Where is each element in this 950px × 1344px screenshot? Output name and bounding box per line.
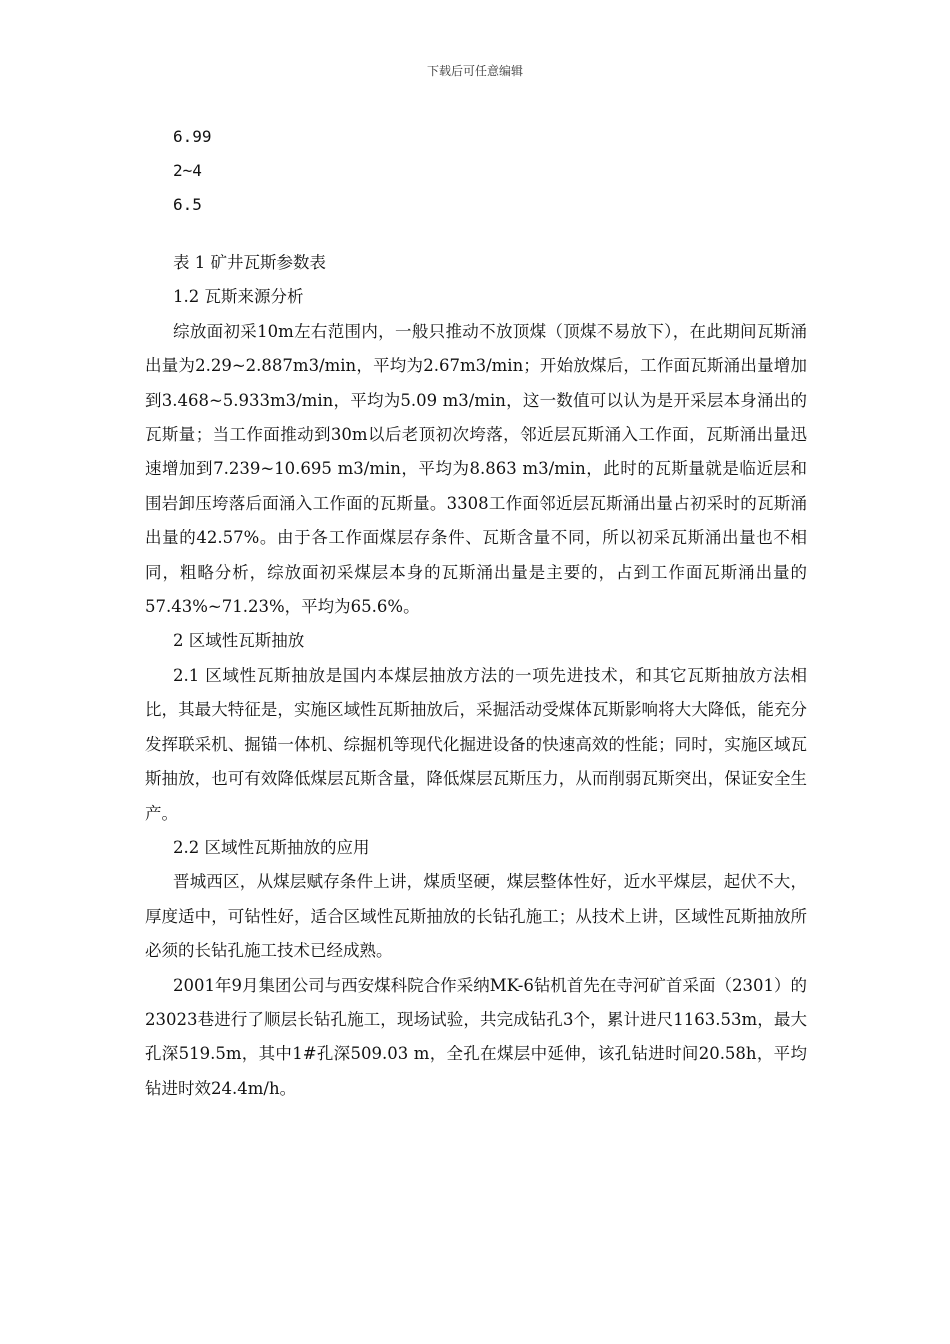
section-heading: 1.2 瓦斯来源分析 — [173, 287, 304, 307]
body-paragraph: 晋城西区，从煤层赋存条件上讲，煤质坚硬，煤层整体性好，近水平煤层，起伏不大，厚度适中，可钻性好，适合区域性瓦斯抽放的长钻孔施工；从技术上讲，区域性瓦斯抽放所必须的长钻孔施工技术已经成熟。 — [145, 872, 807, 961]
table-caption: 表 1 矿井瓦斯参数表 — [173, 253, 326, 272]
body-paragraph: 2.1 区域性瓦斯抽放是国内本煤层抽放方法的一项先进技术，和其它瓦斯抽放方法相比，其最大特征是，实施区域性瓦斯抽放后，采掘活动受煤体瓦斯影响将大大降低，能充分发挥联采机、掘锚一体机、综掘机等现代化掘进设备的快速高效的性能；同时，实施区域瓦斯抽放，也可有效降低煤层瓦斯含量，降低煤层瓦斯压力，从而削弱瓦斯突出，保证安全生产。 — [145, 665, 807, 823]
page-header: 下载后可任意编辑 — [426, 64, 523, 78]
table-value: 2~4 — [173, 161, 202, 180]
body-paragraph: 2001年9月集团公司与西安煤科院合作采纳MK-6钻机首先在寺河矿首采面（2301）的23023巷进行了顺层长钻孔施工，现场试验，共完成钻孔3个，累计进尺1163.53m，最大孔深519.5m，其中1#孔深509.03 m，全孔在煤层中延伸，该孔钻进时间20.58h，平均钻进时效24.4m/h。 — [145, 975, 807, 1098]
section-heading: 2 区域性瓦斯抽放 — [173, 631, 305, 651]
section-heading: 2.2 区域性瓦斯抽放的应用 — [173, 837, 370, 857]
document-body — [145, 120, 807, 1106]
body-paragraph: 综放面初采10m左右范围内，一般只推动不放顶煤（顶煤不易放下），在此期间瓦斯涌出量为2.29~2.887m3/min，平均为2.67m3/min；开始放煤后，工作面瓦斯涌出量增加到3.468~5.933m3/min，平均为5.09 m3/min，这一数值可以认为是开采层本身涌出的瓦斯量；当工作面推动到30m以后老顶初次垮落，邻近层瓦斯涌入工作面，瓦斯涌出量迅速增加到7.239~10.695 m3/min，平均为8.863 m3/min，此时的瓦斯量就是临近层和围岩卸压垮落后面涌入工作面的瓦斯量。3308工作面邻近层瓦斯涌出量占初采时的瓦斯涌出量的42.57%。由于各工作面煤层存条件、瓦斯含量不同，所以初采瓦斯涌出量也不相同，粗略分析，综放面初采煤层本身的瓦斯涌出量是主要的，占到工作面瓦斯涌出量的57.43%~71.23%，平均为65.6%。 — [145, 321, 807, 617]
table-value: 6.5 — [173, 195, 202, 214]
table-value: 6.99 — [173, 127, 212, 146]
